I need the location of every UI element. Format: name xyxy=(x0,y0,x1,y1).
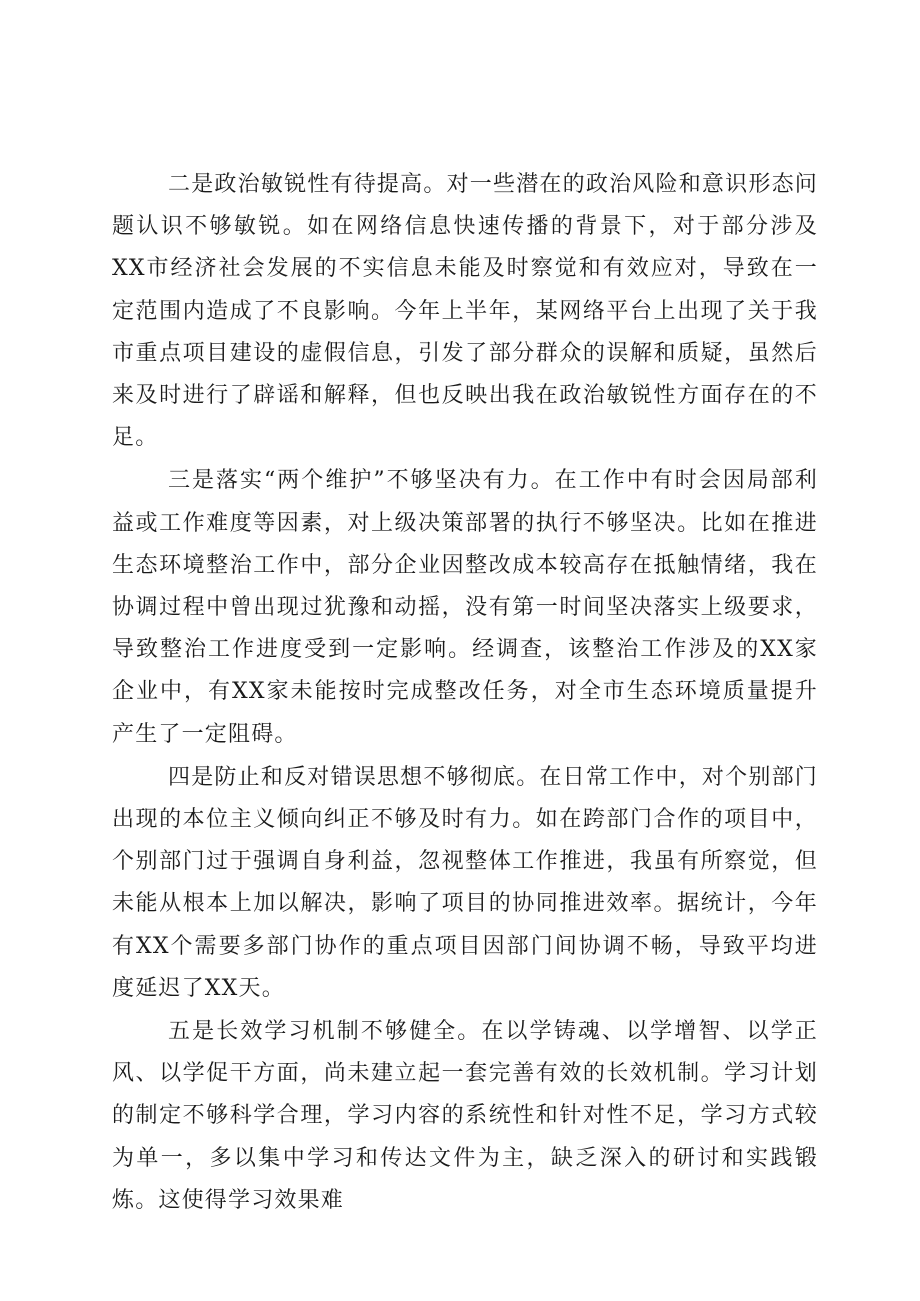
paragraph-learning-mechanism: 五是长效学习机制不够健全。在以学铸魂、以学增智、以学正风、以学促干方面，尚未建立起一套完善有效的长效机制。学习计划的制定不够科学合理，学习内容的系统性和针对性不足，学习方式较为单一，多以集中学习和传达文件为主，缺乏深入的研讨和实践锻炼。这使得学习效果难 xyxy=(112,1019,818,1213)
paragraph-two-safeguards: 三是落实“两个维护”不够坚决有力。在工作中有时会因局部利益或工作难度等因素，对上级决策部署的执行不够坚决。比如在推进生态环境整治工作中，部分企业因整改成本较高存在抵触情绪，我在协调过程中曾出现过犹豫和动摇，没有第一时间坚决落实上级要求，导致整治工作进度受到一定影响。经调查，该整治工作涉及的XX家企业中，有XX家未能按时完成整改任务，对全市生态环境质量提升产生了一定阻碍。 xyxy=(112,468,818,747)
document-body xyxy=(112,164,818,1222)
paragraph-wrong-thinking: 四是防止和反对错误思想不够彻底。在日常工作中，对个别部门出现的本位主义倾向纠正不够及时有力。如在跨部门合作的项目中，个别部门过于强调自身利益，忽视整体工作推进，我虽有所察觉，但未能从根本上加以解决，影响了项目的协同推进效率。据统计，今年有XX个需要多部门协作的重点项目因部门间协调不畅，导致平均进度延迟了XX天。 xyxy=(112,764,818,1001)
paragraph-political-sensitivity: 二是政治敏锐性有待提高。对一些潜在的政治风险和意识形态问题认识不够敏锐。如在网络信息快速传播的背景下，对于部分涉及XX市经济社会发展的不实信息未能及时察觉和有效应对，导致在一定范围内造成了不良影响。今年上半年，某网络平台上出现了关于我市重点项目建设的虚假信息，引发了部分群众的误解和质疑，虽然后来及时进行了辟谣和解释，但也反映出我在政治敏锐性方面存在的不足。 xyxy=(112,172,818,451)
